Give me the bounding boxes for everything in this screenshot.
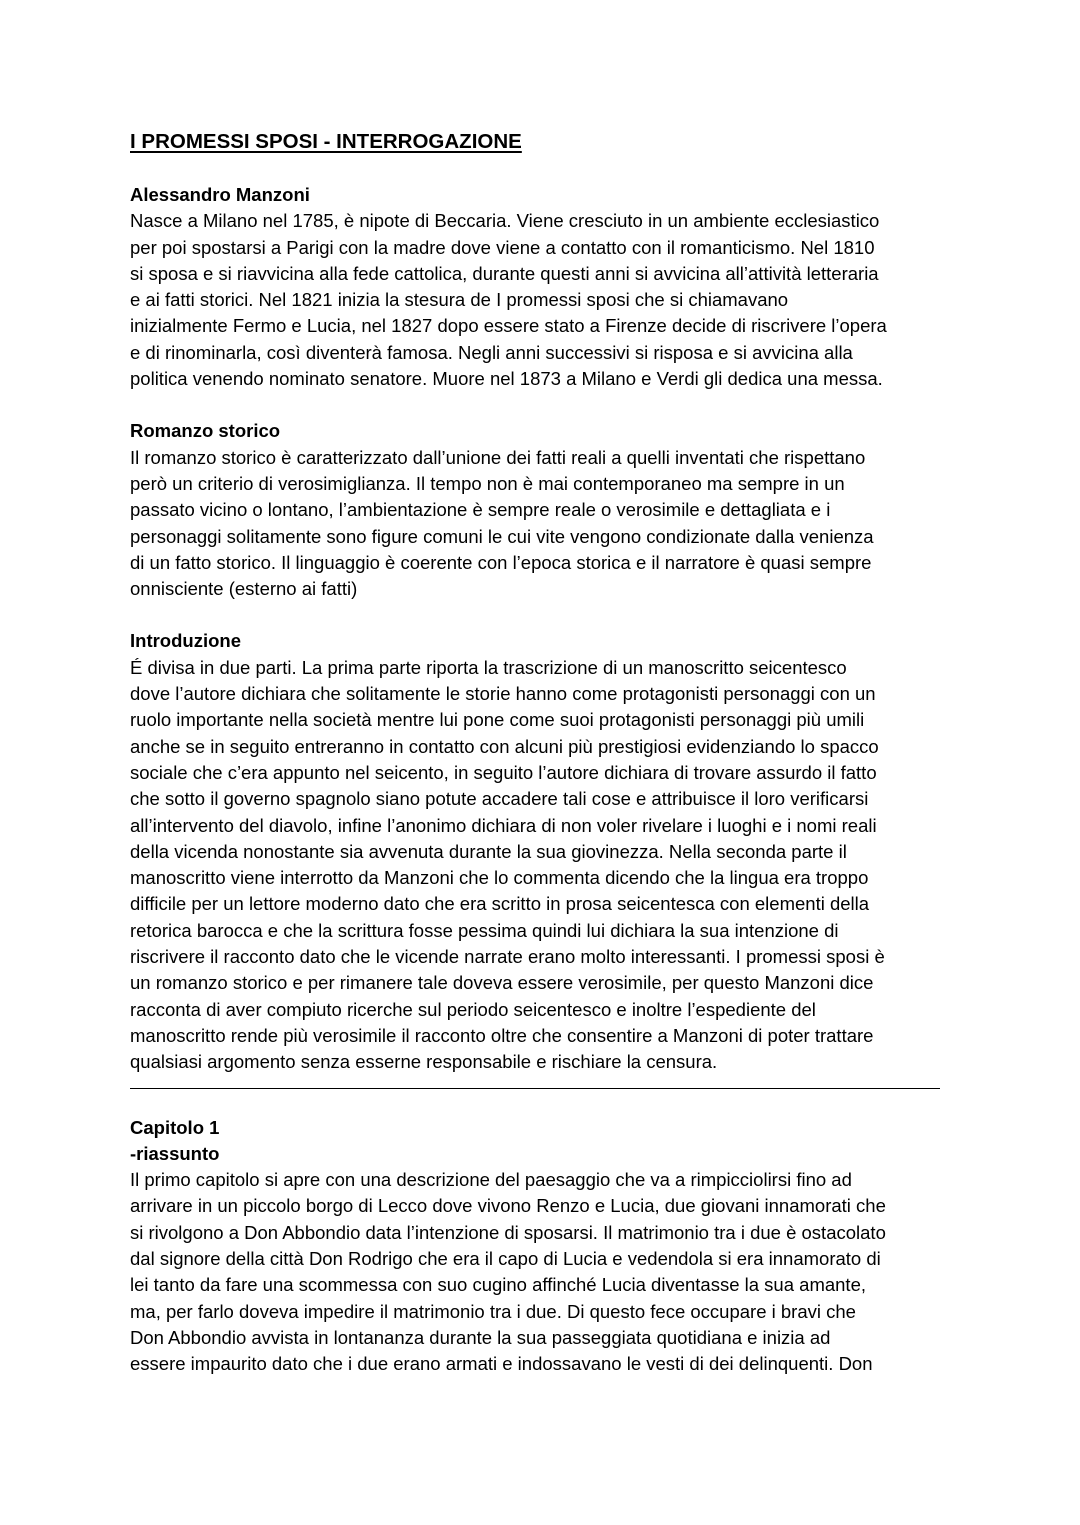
document-page [130, 128, 950, 1377]
section-romanzo-storico [130, 418, 950, 602]
chapter-subheading: -riassunto [130, 1142, 220, 1164]
section-heading: Alessandro Manzoni [130, 184, 310, 205]
text-line: anche se in seguito entreranno in contatto con alcuni più prestigiosi evidenziando lo spacco [130, 735, 879, 757]
text-line: personaggi solitamente sono figure comuni le cui vite vengono condizionate dalla venienza [130, 525, 874, 547]
text-line: che sotto il governo spagnolo siano potute accadere tali cose e attribuisce il loro verificarsi [130, 788, 869, 810]
text-line: Il primo capitolo si apre con una descrizione del paesaggio che va a rimpicciolirsi fino ad [130, 1169, 852, 1191]
text-line: si rivolgono a Don Abbondio data l’intenzione di sposarsi. Il matrimonio tra i due è ostacolato [130, 1221, 886, 1243]
text-line: dal signore della città Don Rodrigo che era il capo di Lucia e vedendola si era innamorato di [130, 1247, 881, 1269]
section-manzoni [130, 182, 950, 392]
text-line: inizialmente Fermo e Lucia, nel 1827 dopo essere stato a Firenze decide di riscrivere l’opera [130, 315, 887, 337]
text-line: ma, per farlo doveva impedire il matrimonio tra i due. Di questo fece occupare i bravi che [130, 1300, 856, 1322]
text-line: É divisa in due parti. La prima parte riporta la trascrizione di un manoscritto seicentesco [130, 656, 847, 678]
text-line: difficile per un lettore moderno dato che era scritto in prosa seicentesca con elementi della [130, 893, 870, 915]
text-line: dove l’autore dichiara che solitamente le storie hanno come protagonisti personaggi con un [130, 683, 876, 705]
chapter-heading: Capitolo 1 [130, 1116, 220, 1138]
text-line: riscrivere il racconto dato che le vicende narrate erano molto interessanti. I promessi sposi è [130, 946, 885, 968]
text-line: politica venendo nominato senatore. Muore nel 1873 a Milano e Verdi gli dedica una messa. [130, 368, 883, 390]
text-line: e ai fatti storici. Nel 1821 inizia la stesura de I promessi sposi che si chiamavano [130, 289, 789, 311]
text-line: Don Abbondio avvista in lontananza durante la sua passeggiata quotidiana e inizia ad [130, 1326, 831, 1348]
text-line: si sposa e si riavvicina alla fede cattolica, durante questi anni si avvicina all’attività letteraria [130, 262, 879, 284]
text-line: all’intervento del diavolo, infine l’anonimo dichiara di non voler rivelare i luoghi e i nomi reali [130, 814, 877, 836]
text-line: di un fatto storico. Il linguaggio è coerente con l’epoca storica e il narratore è quasi sempre [130, 551, 872, 573]
text-line: sociale che c’era appunto nel seicento, in seguito l’autore dichiara di trovare assurdo il fatto [130, 761, 877, 783]
document-title: I PROMESSI SPOSI - INTERROGAZIONE [130, 130, 522, 153]
text-line: ruolo importante nella società mentre lui pone come suoi protagonisti personaggi più umili [130, 709, 865, 731]
text-line: un romanzo storico e per rimanere tale doveva essere verosimile, per questo Manzoni dice [130, 972, 874, 994]
text-line: Nasce a Milano nel 1785, è nipote di Beccaria. Viene cresciuto in un ambiente ecclesiastico [130, 210, 880, 232]
text-line: per poi spostarsi a Parigi con la madre dove viene a contatto con il romanticismo. Nel 1810 [130, 236, 875, 258]
section-heading: Introduzione [130, 630, 241, 652]
text-line: arrivare in un piccolo borgo di Lecco dove vivono Renzo e Lucia, due giovani innamorati che [130, 1195, 886, 1217]
section-capitolo-1 [130, 1115, 950, 1378]
text-line: onnisciente (esterno ai fatti) [130, 578, 358, 600]
text-line: passato vicino o lontano, l’ambientazione è sempre reale o verosimile e dettagliata e i [130, 499, 831, 521]
section-heading: Romanzo storico [130, 420, 281, 442]
text-line: essere impaurito dato che i due erano armati e indossavano le vesti di dei delinquenti. Don [130, 1353, 873, 1375]
text-line: manoscritto viene interrotto da Manzoni che lo commenta dicendo che la lingua era troppo [130, 867, 869, 889]
text-line: qualsiasi argomento senza esserne responsabile e rischiare la censura. [130, 1051, 718, 1073]
section-introduzione [130, 628, 950, 1075]
text-line: della vicenda nonostante sia avvenuta durante la sua giovinezza. Nella seconda parte il [130, 840, 847, 862]
text-line: lei tanto da fare una scommessa con suo cugino affinché Lucia diventasse la sua amante, [130, 1274, 866, 1296]
text-line: retorica barocca e che la scrittura fosse pessima quindi lui dichiara la sua intenzione di [130, 919, 839, 941]
text-line: però un criterio di verosimiglianza. Il tempo non è mai contemporaneo ma sempre in un [130, 472, 845, 494]
text-line: Il romanzo storico è caratterizzato dall’unione dei fatti reali a quelli inventati che rispettano [130, 446, 866, 468]
text-line: e di rinominarla, così diventerà famosa. Negli anni successivi si risposa e si avvicina alla [130, 341, 853, 363]
text-line: racconta di aver compiuto ricerche sul periodo seicentesco e inoltre l’espediente del [130, 998, 816, 1020]
horizontal-divider [130, 1088, 940, 1089]
text-line: manoscritto rende più verosimile il racconto oltre che consentire a Manzoni di poter trattare [130, 1024, 874, 1046]
